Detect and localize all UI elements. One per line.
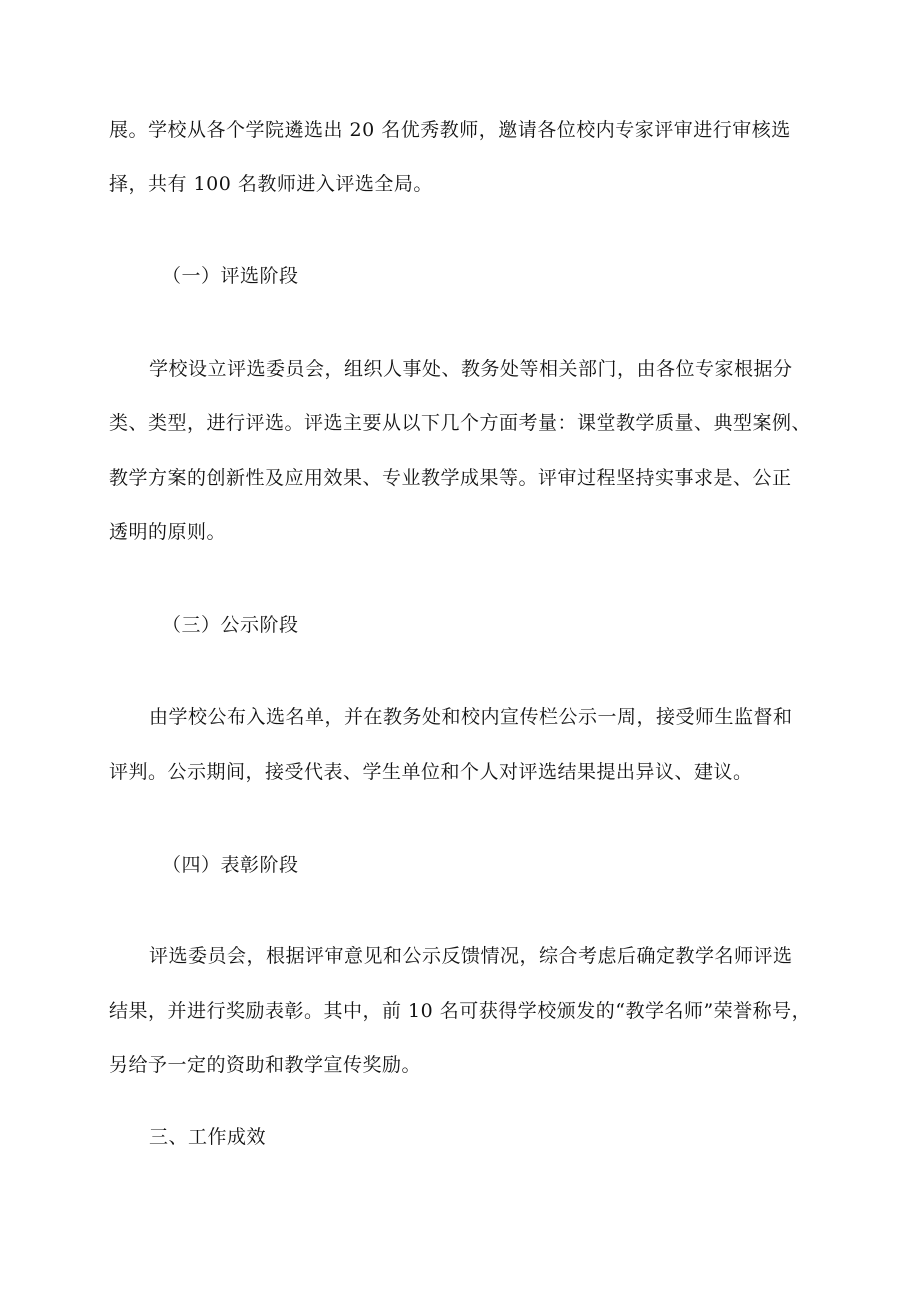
- intro-line-1: 展。学校从各个学院遴选出 20 名优秀教师，邀请各位校内专家评审进行审核选: [109, 119, 791, 141]
- intro-line-2: 择，共有 100 名教师进入评选全局。: [109, 173, 433, 195]
- para-selection-line-4: 透明的原则。: [109, 521, 227, 543]
- heading-selection-stage: （一）评选阶段: [162, 265, 299, 287]
- para-selection-line-2: 类、类型，进行评选。评选主要从以下几个方面考量：课堂教学质量、典型案例、: [109, 412, 812, 434]
- para-publicity-line-1: 由学校公布入选名单，并在教务处和校内宣传栏公示一周，接受师生监督和: [149, 706, 793, 728]
- para-commendation-line-3: 另给予一定的资助和教学宣传奖励。: [109, 1054, 422, 1076]
- heading-commendation-stage: （四）表彰阶段: [162, 854, 299, 876]
- heading-publicity-stage: （三）公示阶段: [162, 614, 299, 636]
- para-commendation-line-1: 评选委员会，根据评审意见和公示反馈情况，综合考虑后确定教学名师评选: [149, 945, 793, 967]
- para-selection-line-1: 学校设立评选委员会，组织人事处、教务处等相关部门，由各位专家根据分: [149, 358, 793, 380]
- section-heading-work-results: 三、工作成效: [149, 1126, 267, 1148]
- para-publicity-line-2: 评判。公示期间，接受代表、学生单位和个人对评选结果提出异议、建议。: [109, 761, 753, 783]
- para-commendation-line-2: 结果，并进行奖励表彰。其中，前 10 名可获得学校颁发的“教学名师”荣誉称号，: [109, 1000, 812, 1022]
- para-selection-line-3: 教学方案的创新性及应用效果、专业教学成果等。评审过程坚持实事求是、公正: [109, 467, 792, 489]
